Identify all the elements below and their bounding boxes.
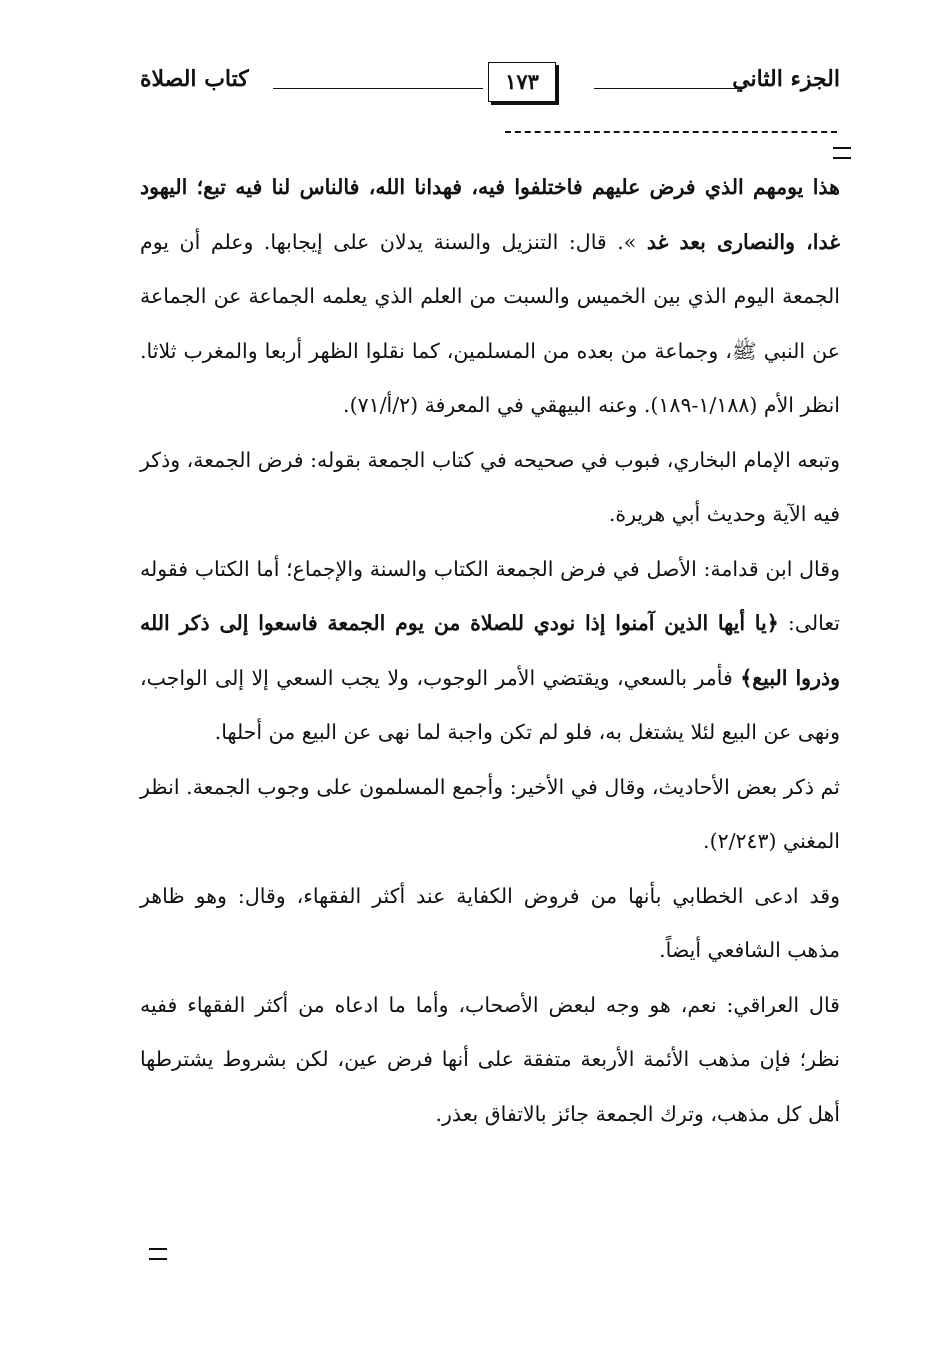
header-book-title: كتاب الصلاة xyxy=(140,66,249,92)
page-number: ١٧٣ xyxy=(488,62,556,102)
running-header xyxy=(140,62,840,106)
footnote-continuation-mark-top xyxy=(833,147,851,159)
header-rule-right xyxy=(594,88,744,89)
paragraph-3 xyxy=(140,542,840,760)
paragraph-5: وقد ادعى الخطابي بأنها من فروض الكفاية عند أكثر الفقهاء، وقال: وهو ظاهر مذهب الشافعي أيضاً. xyxy=(140,883,840,962)
paragraph-4: ثم ذكر بعض الأحاديث، وقال في الأخير: وأجمع المسلمون على وجوب الجمعة. انظر المغني (٢/٢٤٣). xyxy=(140,774,840,853)
quran-verse: ﴿يا أيها الذين آمنوا إذا نودي للصلاة من يوم الجمعة فاسعوا إلى ذكر الله وذروا البيع﴾ xyxy=(140,611,841,690)
paragraph-1 xyxy=(140,160,840,433)
paragraph-6: قال العراقي: نعم، هو وجه لبعض الأصحاب، وأما ما ادعاه من أكثر الفقهاء ففيه نظر؛ فإن مذهب الأئمة الأربعة متفقة على أنها فرض عين، لكن بشروط يشترطها أهل كل مذهب، وترك الجمعة جائز بالاتفاق بعذر. xyxy=(140,992,840,1126)
footnote-separator xyxy=(505,131,837,133)
footnote-continuation-mark-bottom xyxy=(149,1248,167,1260)
header-rule-left xyxy=(273,88,483,89)
page-body xyxy=(140,160,840,1141)
paragraph-1-text: ». قال: التنزيل والسنة يدلان على إيجابها. وعلم أن يوم الجمعة اليوم الذي بين الخميس والسبت من العلم الذي يعلمه الجماعة عن الجماعة عن النبي ﷺ، وجماعة من بعده من المسلمين، كما نقلوا الظهر أربعا والمغرب ثلاثا. انظر الأم (١/١٨٨-١٨٩). وعنه البيهقي في المعرفة (٢/أ/٧١). xyxy=(140,229,840,417)
hadith-quote: هذا يومهم الذي فرض عليهم فاختلفوا فيه، فهدانا الله، فالناس لنا فيه تبع؛ اليهود غدا، والنصارى بعد غد xyxy=(140,175,840,254)
header-volume: الجزء الثاني xyxy=(732,66,840,92)
paragraph-3-end: فأمر بالسعي، ويقتضي الأمر الوجوب، ولا يجب السعي إلا إلى الواجب، ونهى عن البيع لئلا يشتغل به، فلو لم تكن واجبة لما نهى عن البيع من أحلها. xyxy=(140,665,840,744)
paragraph-3-start: وقال ابن قدامة: الأصل في فرض الجمعة الكتاب والسنة والإجماع؛ أما الكتاب فقوله تعالى: xyxy=(140,556,840,635)
paragraph-2: وتبعه الإمام البخاري، فبوب في صحيحه في كتاب الجمعة بقوله: فرض الجمعة، وذكر فيه الآية وحديث أبي هريرة. xyxy=(140,447,840,526)
